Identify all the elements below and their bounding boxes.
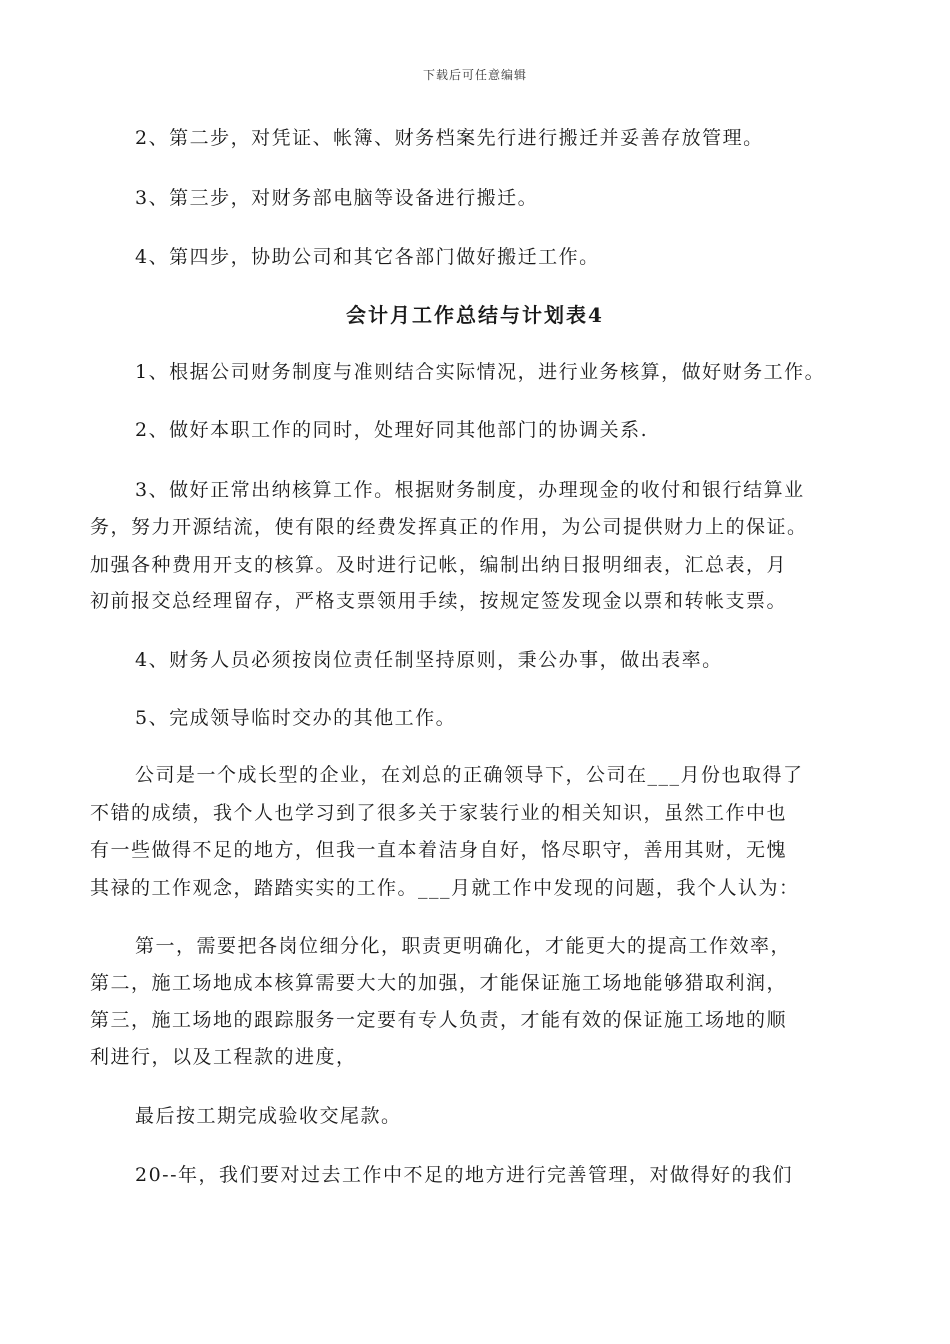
- paragraph-line: 4、财务人员必须按岗位责任制坚持原则，秉公办事，做出表率。: [135, 649, 723, 671]
- paragraph-line: 其禄的工作观念，踏踏实实的工作。___月就工作中发现的问题，我个人认为：: [90, 877, 800, 899]
- paragraph-line: 4、第四步，协助公司和其它各部门做好搬迁工作。: [135, 246, 600, 268]
- paragraph-line: 公司是一个成长型的企业，在刘总的正确领导下，公司在___月份也取得了: [135, 764, 804, 786]
- page-header-note: 下载后可任意编辑: [422, 68, 527, 82]
- paragraph-line: 初前报交总经理留存，严格支票领用手续，按规定签发现金以票和转帐支票。: [90, 590, 788, 612]
- paragraph-line: 不错的成绩，我个人也学习到了很多关于家装行业的相关知识，虽然工作中也: [90, 802, 788, 824]
- paragraph-line: 第三，施工场地的跟踪服务一定要有专人负责，才能有效的保证施工场地的顺: [90, 1009, 788, 1031]
- paragraph-line: 2、第二步，对凭证、帐簿、财务档案先行进行搬迁并妥善存放管理。: [135, 127, 764, 149]
- paragraph-line: 第一，需要把各岗位细分化，职责更明确化，才能更大的提高工作效率，: [135, 935, 792, 957]
- paragraph-line: 2、做好本职工作的同时，处理好同其他部门的协调关系.: [135, 419, 649, 441]
- paragraph-line: 3、做好正常出纳核算工作。根据财务制度，办理现金的收付和银行结算业: [135, 479, 805, 501]
- paragraph-line: 20--年，我们要对过去工作中不足的地方进行完善管理，对做得好的我们: [135, 1164, 794, 1186]
- paragraph-line: 第二，施工场地成本核算需要大大的加强，才能保证施工场地能够猎取利润，: [90, 972, 788, 994]
- paragraph-line: 有一些做得不足的地方，但我一直本着洁身自好，恪尽职守，善用其财，无愧: [90, 839, 788, 861]
- paragraph-line: 5、完成领导临时交办的其他工作。: [135, 707, 457, 729]
- paragraph-line: 利进行，以及工程款的进度，: [90, 1046, 357, 1068]
- paragraph-line: 1、根据公司财务制度与准则结合实际情况，进行业务核算，做好财务工作。: [135, 361, 826, 383]
- paragraph-line: 3、第三步，对财务部电脑等设备进行搬迁。: [135, 187, 539, 209]
- paragraph-line: 加强各种费用开支的核算。及时进行记帐，编制出纳日报明细表，汇总表，月: [90, 554, 788, 576]
- paragraph-line: 最后按工期完成验收交尾款。: [135, 1105, 402, 1127]
- paragraph-line: 务，努力开源结流，使有限的经费发挥真正的作用，为公司提供财力上的保证。: [90, 516, 808, 538]
- section-title: 会计月工作总结与计划表4: [346, 303, 604, 327]
